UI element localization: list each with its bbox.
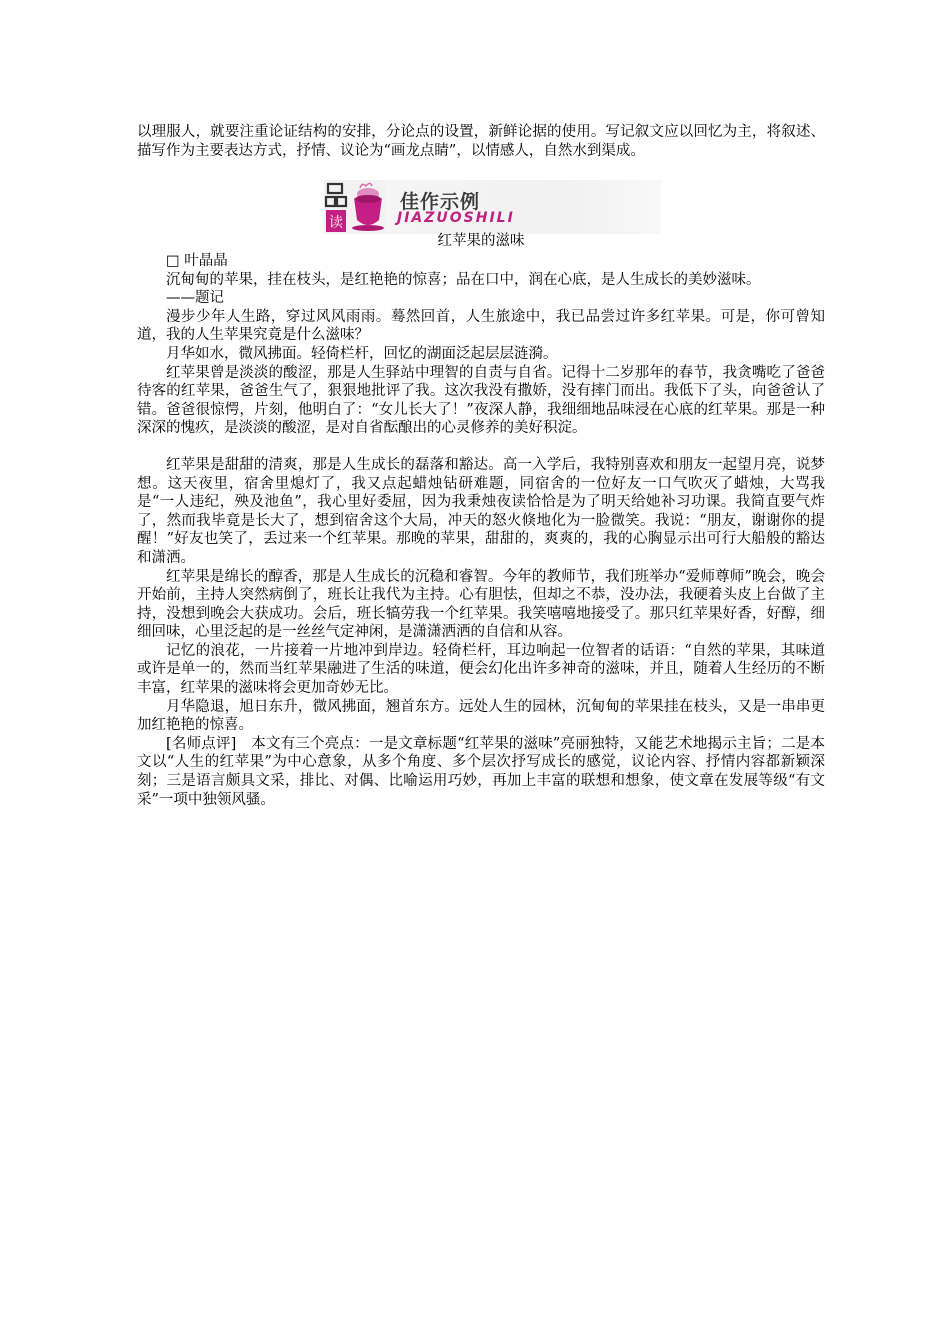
article-body (137, 252, 825, 809)
body-paragraph: 记忆的浪花，一片接着一片地冲到岸边。轻倚栏杆，耳边响起一位智者的话语：“自然的苹果，其味道或许是单一的，然而当红苹果融进了生活的味道，便会幻化出许多神奇的滋味，并且，随着人生经历的不断丰富，红苹果的滋味将会更加奇妙无比。 (137, 642, 825, 697)
epigraph-label: ——题记 (166, 290, 224, 307)
banner-title: 佳作示例 (400, 191, 481, 213)
author-line: □ 叶晶晶 (166, 253, 228, 269)
intro-paragraph: 以理服人，就要注重论证结构的安排，分论点的设置，新鲜论据的使用。写记叙文应以回忆为主，将叙述、描写作为主要表达方式，抒情、议论为“画龙点睛”，以情感人，自然水到渠成。 (137, 124, 825, 159)
body-paragraph: 红苹果是甜甜的清爽，那是人生成长的磊落和豁达。高一入学后，我特别喜欢和朋友一起望月亮，说梦想。这天夜里，宿舍里熄灯了，我又点起蜡烛钻研难题，同宿舍的一位好友一口气吹灭了蜡烛，大骂我是“一人违纪，殃及池鱼”，我心里好委屈，因为我秉烛夜读恰恰是为了明天给她补习功课。我简直要气炸了，然而我毕竟是长大了，想到宿舍这个大局，冲天的怒火倏地化为一脸微笑。我说：“朋友，谢谢你的提醒！”好友也笑了，丢过来一个红苹果。那晚的苹果，甜甜的，爽爽的，我的心胸显示出可行大船般的豁达和潇洒。 (137, 456, 825, 566)
banner-icon-char: 读 (329, 215, 343, 231)
body-paragraph: 红苹果是绵长的醇香，那是人生成长的沉稳和睿智。今年的教师节，我们班举办“爱师尊师”晚会，晚会开始前，主持人突然病倒了，班长让我代为主持。心有胆怯，但却之不恭，没办法，我硬着头皮上台做了主持，没想到晚会大获成功。会后，班长犒劳我一个红苹果。我笑嘻嘻地接受了。那只红苹果好香，好醇，细细回味，心里泛起的是一丝丝气定神闲，是潇潇洒洒的自信和从容。 (137, 568, 825, 641)
epigraph: 沉甸甸的苹果，挂在枝头，是红艳艳的惊喜；品在口中，润在心底，是人生成长的美妙滋味。 (166, 271, 761, 288)
reading-cup-icon (324, 180, 386, 234)
intro-block (137, 123, 825, 160)
banner-subtitle: JIAZUOSHILI (397, 210, 515, 226)
example-banner (324, 180, 661, 234)
paragraph-gap (137, 438, 825, 456)
article-title: 红苹果的滋味 (437, 233, 525, 249)
teacher-comment: [名师点评] 本文有三个亮点：一是文章标题“红苹果的滋味”亮丽独特，又能艺术地揭示主旨；二是本文以“人生的红苹果”为中心意象，从多个角度、多个层次抒写成长的感觉，议论内容、抒情内容都新颖深刻；三是语言颇具文采，排比、对偶、比喻运用巧妙，再加上丰富的联想和想象，使文章在发展等级“有文采”一项中独领风骚。 (137, 735, 825, 808)
body-paragraph: 红苹果曾是淡淡的酸涩，那是人生驿站中理智的自责与自省。记得十二岁那年的春节，我贪嘴吃了爸爸待客的红苹果，爸爸生气了，狠狠地批评了我。这次我没有撒娇，没有摔门而出。我低下了头，向爸爸认了错。爸爸很惊愕，片刻，他明白了：“女儿长大了！”夜深人静，我细细地品味浸在心底的红苹果。那是一种深深的愧疚，是淡淡的酸涩，是对自省酝酿出的心灵修养的美好积淀。 (137, 364, 825, 437)
body-paragraph: 月华隐退，旭日东升，微风拂面，翘首东方。远处人生的园林，沉甸甸的苹果挂在枝头，又是一串串更加红艳艳的惊喜。 (137, 698, 825, 734)
body-paragraph: 月华如水，微风拂面。轻倚栏杆，回忆的湖面泛起层层涟漪。 (166, 345, 558, 362)
body-paragraph: 漫步少年人生路，穿过风风雨雨。蓦然回首，人生旅途中，我已品尝过许多红苹果。可是，你可曾知道，我的人生苹果究竟是什么滋味？ (137, 308, 825, 344)
